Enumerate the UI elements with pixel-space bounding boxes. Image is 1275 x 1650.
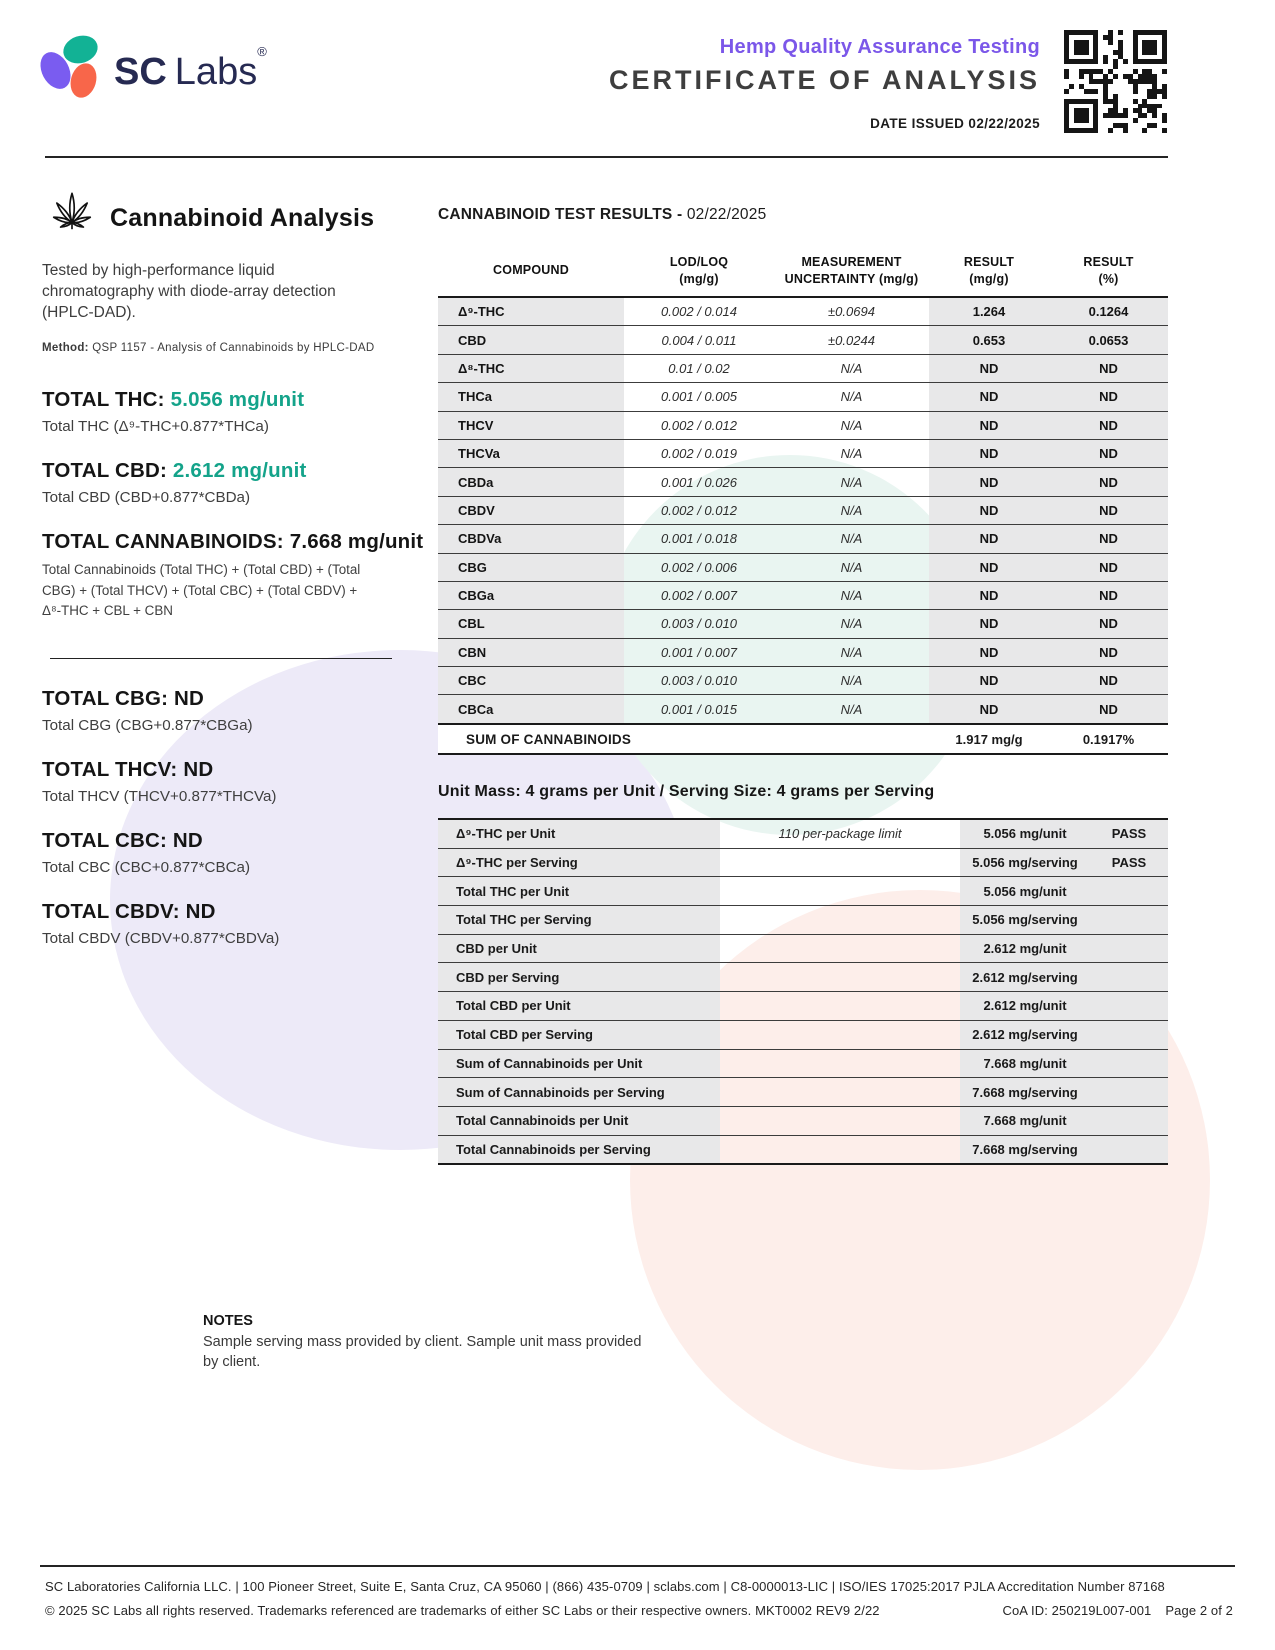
total-formula: Total CBDV (CBDV+0.877*CBDVa) [42,929,280,947]
total-label: TOTAL CBC: [42,828,167,852]
result-pct-value: 0.0653 [1049,326,1168,353]
lod-loq-value: 0.002 / 0.007 [661,588,737,604]
sum-of-cannabinoids-row [438,723,1168,756]
result-mg-g-value: ND [929,667,1049,694]
lod-loq-value: 0.001 / 0.026 [661,474,737,490]
unit-mass-status [1090,1078,1168,1106]
lod-loq-value: 0.004 / 0.011 [661,332,737,348]
unit-mass-row [438,906,1168,935]
unit-mass-limit [720,1136,960,1164]
lod-loq-value: 0.003 / 0.010 [661,673,737,689]
result-pct-value: ND [1049,582,1168,609]
lod-loq-value: 0.001 / 0.007 [661,644,737,660]
unit-mass-value: 2.612 mg/unit [960,935,1090,963]
results-table-row [438,326,1168,354]
unit-mass-limit: 110 per-package limit [778,826,902,842]
analysis-section-title: Cannabinoid Analysis [110,203,375,232]
lod-loq-value: 0.001 / 0.005 [661,389,737,405]
unit-mass-status [1090,963,1168,991]
registered-mark: ® [257,44,267,59]
results-table-row [438,298,1168,326]
total-block [42,388,422,435]
unit-mass-row [438,1107,1168,1136]
column-header-line2: (mg/g) [969,271,1009,286]
unit-mass-row [438,877,1168,906]
method-label: Method: [42,342,89,354]
compound-name: CBL [438,610,624,637]
lod-loq-value: 0.002 / 0.012 [661,502,737,518]
lod-loq-value: 0.002 / 0.014 [661,304,737,320]
result-mg-g-value: ND [929,412,1049,439]
uncertainty-value: N/A [840,531,863,547]
results-table-row [438,525,1168,553]
unit-mass-limit [720,1021,960,1049]
column-header [1049,254,1168,287]
unit-mass-limit [720,935,960,963]
notes-section [203,1313,663,1373]
method-line [42,342,422,354]
date-issued: DATE ISSUED 02/22/2025 [870,116,1040,131]
lod-loq-value: 0.002 / 0.019 [661,446,737,462]
compound-name: CBDVa [438,525,624,552]
total-formula: Total THC (Δ⁹-THC+0.877*THCa) [42,418,269,435]
total-block [42,900,422,947]
totals-list [42,388,422,971]
result-pct-value: ND [1049,440,1168,467]
column-header-line2: (%) [1098,271,1119,286]
footer-coa-page [988,1603,1233,1618]
unit-mass-value: 2.612 mg/serving [960,963,1090,991]
results-table-row [438,440,1168,468]
uncertainty-value: ±0.0244 [828,332,875,348]
compound-name: Δ⁸-THC [438,355,624,382]
compound-name: CBG [438,554,624,581]
total-label: TOTAL CBG: [42,686,169,710]
total-heading [42,829,422,853]
compound-name: CBDV [438,497,624,524]
unit-mass-limit [720,849,960,877]
program-name: Hemp Quality Assurance Testing [719,36,1040,58]
analysis-section-header [44,190,374,246]
unit-mass-limit [720,1050,960,1078]
unit-mass-row [438,820,1168,849]
result-mg-g-value: ND [929,440,1049,467]
results-table-header-row [438,245,1168,298]
lod-loq-value: 0.01 / 0.02 [668,360,730,376]
result-pct-value: ND [1049,383,1168,410]
unit-mass-value: 5.056 mg/unit [960,820,1090,848]
result-pct-value: 0.1264 [1049,298,1168,325]
column-header-line1: RESULT [963,255,1015,270]
method-value: QSP 1157 - Analysis of Cannabinoids by HPLC-DAD [88,342,375,354]
lod-loq-value: 0.001 / 0.015 [661,701,737,717]
results-table-title [438,206,766,224]
uncertainty-value: N/A [840,417,863,433]
compound-name: THCVa [438,440,624,467]
unit-mass-label: Total Cannabinoids per Serving [438,1136,720,1164]
compound-name: CBDa [438,468,624,495]
unit-mass-label: Sum of Cannabinoids per Serving [438,1078,720,1106]
unit-mass-limit [720,1078,960,1106]
compound-name: THCV [438,412,624,439]
footer-divider [40,1565,1235,1567]
result-mg-g-value: ND [929,582,1049,609]
footer [45,1579,1233,1618]
compound-name: CBGa [438,582,624,609]
result-mg-g-value: ND [929,383,1049,410]
unit-mass-status: PASS [1090,849,1168,877]
column-header-line1: COMPOUND [493,263,569,278]
sum-label: SUM OF CANNABINOIDS [466,731,632,747]
logo-coral-oval [67,60,101,101]
result-pct-value: ND [1049,554,1168,581]
total-block [42,530,422,622]
total-value: ND [168,686,205,710]
column-header [438,262,624,278]
sc-labs-wordmark [114,44,267,94]
uncertainty-value: N/A [840,446,863,462]
unit-mass-label: Δ⁹-THC per Unit [438,820,720,848]
total-heading [42,459,422,483]
total-formula: Total THCV (THCV+0.877*THCVa) [42,787,277,805]
header-titles [400,36,1040,131]
header-divider [45,156,1168,158]
totals-divider [50,658,392,659]
results-table-row [438,582,1168,610]
result-mg-g-value: ND [929,610,1049,637]
unit-mass-row [438,963,1168,992]
total-value: 2.612 mg/unit [167,459,307,482]
result-pct-value: ND [1049,497,1168,524]
unit-mass-row [438,1078,1168,1107]
uncertainty-value: ±0.0694 [828,304,875,320]
notes-body: Sample serving mass provided by client. Sample unit mass provided by client. [203,1334,642,1371]
compound-name: CBN [438,639,624,666]
column-header [929,254,1049,287]
unit-mass-limit [720,906,960,934]
results-table-row [438,695,1168,722]
footer-copyright: © 2025 SC Labs all rights reserved. Trademarks referenced are trademarks of either SC Labs or their respective owners. MKT0002 REV9 2/22 [45,1603,880,1618]
unit-mass-status [1090,1136,1168,1164]
unit-mass-row [438,935,1168,964]
unit-mass-status [1090,906,1168,934]
cannabinoid-results-table [438,245,1168,755]
uncertainty-value: N/A [840,616,863,632]
lod-loq-value: 0.002 / 0.012 [661,417,737,433]
column-header [624,254,774,287]
results-table-row [438,554,1168,582]
unit-mass-label: Δ⁹-THC per Serving [438,849,720,877]
compound-name: CBD [438,326,624,353]
unit-mass-value: 5.056 mg/unit [960,877,1090,905]
result-pct-value: ND [1049,412,1168,439]
qr-code-icon [1064,30,1167,133]
result-pct-value: ND [1049,667,1168,694]
results-title-text: CANNABINOID TEST RESULTS - [438,206,687,223]
total-value: ND [177,757,214,781]
result-pct-value: ND [1049,355,1168,382]
column-header-line1: MEASUREMENT [801,255,902,270]
unit-mass-label: Total CBD per Unit [438,992,720,1020]
unit-mass-table [438,818,1168,1165]
total-label: TOTAL THCV: [42,757,178,781]
lod-loq-value: 0.001 / 0.018 [661,531,737,547]
unit-mass-label: Total THC per Serving [438,906,720,934]
result-mg-g-value: ND [929,554,1049,581]
unit-mass-status [1090,1021,1168,1049]
uncertainty-value: N/A [840,474,863,490]
unit-mass-status [1090,1107,1168,1135]
result-pct-value: ND [1049,468,1168,495]
unit-mass-label: Total THC per Unit [438,877,720,905]
total-label: TOTAL CANNABINOIDS: [42,530,284,553]
sc-labs-logo-icon [42,36,108,102]
unit-mass-label: Total CBD per Serving [438,1021,720,1049]
analysis-description: Tested by high-performance liquid chromatography with diode-array detection (HPLC-DAD). [42,262,336,322]
results-table-row [438,468,1168,496]
page-title: CERTIFICATE OF ANALYSIS [608,65,1040,95]
result-pct-value: ND [1049,610,1168,637]
total-formula: Total CBD (CBD+0.877*CBDa) [42,489,251,506]
unit-mass-value: 2.612 mg/serving [960,1021,1090,1049]
unit-mass-label: Total Cannabinoids per Unit [438,1107,720,1135]
total-heading [42,900,422,924]
unit-mass-label: CBD per Unit [438,935,720,963]
coa-id: CoA ID: 250219L007-001 [1002,1603,1152,1618]
wordmark-sc: SC [114,51,167,93]
result-mg-g-value: ND [929,355,1049,382]
unit-mass-status [1090,877,1168,905]
result-mg-g-value: ND [929,468,1049,495]
column-header [774,254,929,287]
footer-lab-info: SC Laboratories California LLC. | 100 Pioneer Street, Suite E, Santa Cruz, CA 95060 | (866) 435-0709 | sclabs.com | C8-0000013-LIC | ISO/IES 17025:2017 PJLA Accreditation Number 87168 [45,1579,1165,1594]
result-mg-g-value: ND [929,497,1049,524]
lod-loq-value: 0.002 / 0.006 [661,559,737,575]
result-mg-g-value: 1.264 [929,298,1049,325]
unit-mass-limit [720,963,960,991]
sum-result-pct: 0.1917% [1082,731,1135,747]
unit-mass-heading: Unit Mass: 4 grams per Unit / Serving Size: 4 grams per Serving [438,783,935,800]
results-table-row [438,355,1168,383]
unit-mass-status [1090,1050,1168,1078]
column-header-line1: LOD/LOQ [669,255,729,270]
results-table-row [438,639,1168,667]
unit-mass-status: PASS [1090,820,1168,848]
total-formula: Total CBG (CBG+0.877*CBGa) [42,716,253,734]
total-block [42,459,422,506]
total-label: TOTAL CBD: [42,459,167,482]
unit-mass-value: 5.056 mg/serving [960,849,1090,877]
sum-result-mg-g: 1.917 mg/g [955,731,1023,747]
compound-name: Δ⁹-THC [438,298,624,325]
total-heading [42,530,422,554]
total-value: ND [167,828,203,852]
result-mg-g-value: ND [929,525,1049,552]
notes-title: NOTES [203,1313,253,1329]
compound-name: CBCa [438,695,624,722]
unit-mass-value: 2.612 mg/unit [960,992,1090,1020]
total-value: 7.668 mg/unit [283,530,424,553]
total-label: TOTAL THC: [42,388,165,411]
uncertainty-value: N/A [840,701,863,717]
result-pct-value: ND [1049,525,1168,552]
unit-mass-row [438,992,1168,1021]
results-table-row [438,610,1168,638]
result-mg-g-value: 0.653 [929,326,1049,353]
compound-name: THCa [438,383,624,410]
unit-mass-limit [720,1107,960,1135]
results-table-body [438,298,1168,723]
wordmark-labs: Labs [174,51,258,93]
unit-mass-row [438,849,1168,878]
column-header-line1: RESULT [1083,255,1134,270]
uncertainty-value: N/A [840,559,863,575]
unit-mass-limit [720,877,960,905]
unit-mass-row [438,1136,1168,1166]
unit-mass-row [438,1021,1168,1050]
column-header-line2: UNCERTAINTY (mg/g) [784,271,919,286]
total-value: 5.056 mg/unit [164,388,305,411]
total-block [42,758,422,805]
results-title-date: 02/22/2025 [686,206,767,223]
unit-mass-label: CBD per Serving [438,963,720,991]
results-table-row [438,667,1168,695]
total-heading [42,687,422,711]
compound-name: CBC [438,667,624,694]
total-value: ND [179,899,216,923]
result-pct-value: ND [1049,639,1168,666]
total-heading [42,388,422,412]
unit-mass-value: 5.056 mg/serving [960,906,1090,934]
qr-module [1162,128,1167,133]
uncertainty-value: N/A [840,588,863,604]
column-header-line2: (mg/g) [679,271,719,286]
total-formula: Total Cannabinoids (Total THC) + (Total CBD) + (Total CBG) + (Total THCV) + (Total CBC) + (Total CBDV) + Δ⁸-THC + CBL + CBN [42,562,361,618]
uncertainty-value: N/A [840,360,863,376]
unit-mass-value: 7.668 mg/unit [960,1107,1090,1135]
result-mg-g-value: ND [929,695,1049,722]
unit-mass-value: 7.668 mg/unit [960,1050,1090,1078]
unit-mass-value: 7.668 mg/serving [960,1078,1090,1106]
cannabis-leaf-icon [44,190,100,246]
total-block [42,829,422,876]
results-table-row [438,497,1168,525]
total-formula: Total CBC (CBC+0.877*CBCa) [42,858,251,876]
uncertainty-value: N/A [840,673,863,689]
result-pct-value: ND [1049,695,1168,722]
result-mg-g-value: ND [929,639,1049,666]
total-label: TOTAL CBDV: [42,899,180,923]
page-number: Page 2 of 2 [1165,1603,1233,1618]
lod-loq-value: 0.003 / 0.010 [661,616,737,632]
unit-mass-status [1090,935,1168,963]
uncertainty-value: N/A [840,502,863,518]
uncertainty-value: N/A [840,644,863,660]
results-table-row [438,412,1168,440]
uncertainty-value: N/A [840,389,863,405]
unit-mass-status [1090,992,1168,1020]
unit-mass-value: 7.668 mg/serving [960,1136,1090,1164]
unit-mass-limit [720,992,960,1020]
unit-mass-label: Sum of Cannabinoids per Unit [438,1050,720,1078]
total-heading [42,758,422,782]
results-table-row [438,383,1168,411]
total-block [42,687,422,734]
unit-mass-row [438,1050,1168,1079]
